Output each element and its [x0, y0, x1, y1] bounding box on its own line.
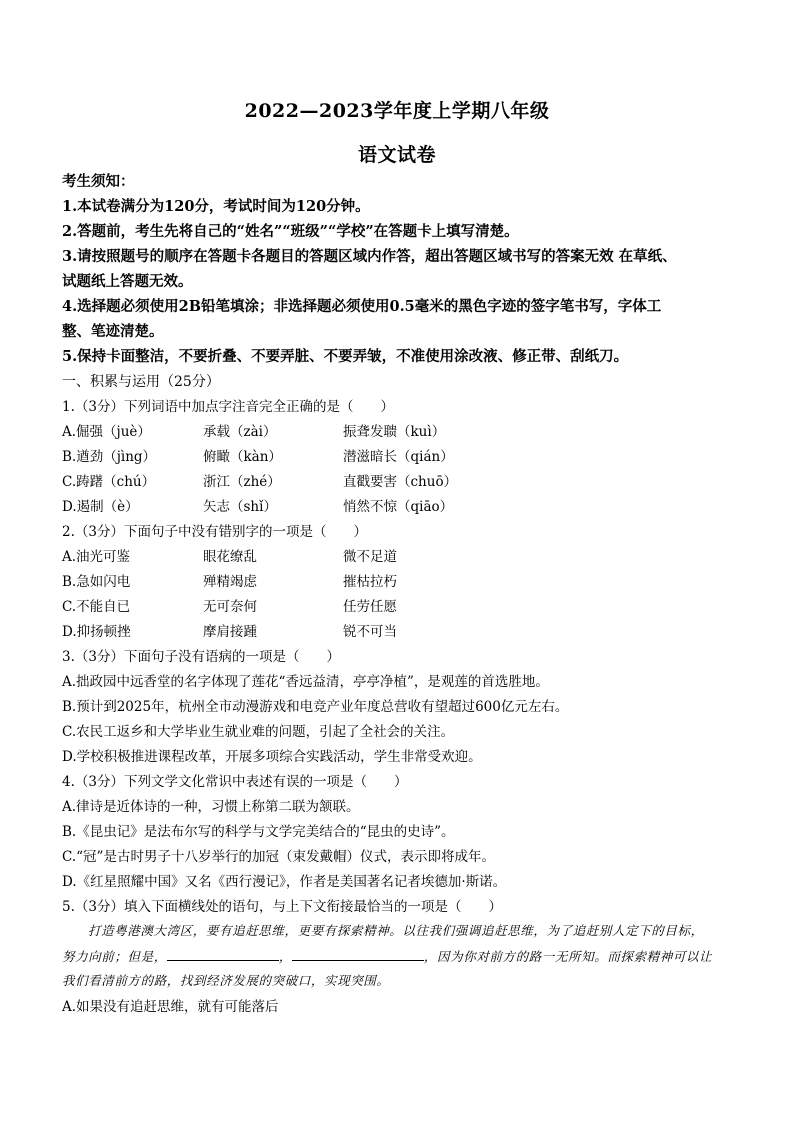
exam-title: 2022—2023学年度上学期八年级	[244, 100, 550, 122]
fill-blank-2	[292, 946, 424, 961]
question-2-stem: 2.（3分）下面句子中没有错别字的一项是（ ）	[62, 524, 367, 540]
q3-option: A.拙政园中远香堂的名字体现了莲花“香远益清，亭亭净植”，是观莲的首选胜地。	[62, 674, 549, 690]
q1-option-cell: 直戳要害（chuō）	[343, 474, 458, 490]
q1-option-cell: 浙江（zhé）	[203, 474, 281, 490]
q1-option-cell: 承载（zài）	[203, 424, 277, 440]
notice-heading: 考生须知：	[62, 173, 135, 190]
notice-item: 试题纸上答题无效。	[62, 273, 193, 290]
q2-option-cell: 锐不可当	[343, 624, 397, 640]
notice-item: 5.保持卡面整洁，不要折叠、不要弄脏、不要弄皱，不准使用涂改液、修正带、刮纸刀。	[62, 348, 629, 365]
question-3-stem: 3.（3分）下面句子没有语病的一项是（ ）	[62, 649, 340, 665]
question-4-stem: 4.（3分）下列文学文化常识中表述有误的一项是（ ）	[62, 774, 408, 790]
passage-line: 打造粤港澳大湾区，要有追赶思维，更要有探索精神。以往我们强调追赶思维，为了追赶别人定下的目标，	[88, 923, 704, 938]
passage-text: ，	[278, 949, 292, 964]
q1-option-cell: A.倔强（juè）	[62, 424, 151, 440]
q2-option-cell: 微不足道	[343, 549, 397, 565]
fill-blank-1	[167, 946, 279, 961]
notice-item: 4.选择题必须使用2B铅笔填涂；非选择题必须使用0.5毫米的黑色字迹的签字笔书写，字体工	[62, 298, 662, 315]
passage-text: 努力向前；但是，	[62, 949, 167, 964]
notice-item: 2.答题前，考生先将自己的“姓名”“班级”“学校”在答题卡上填写清楚。	[62, 223, 519, 240]
q2-option-cell: C.不能自已	[62, 599, 131, 615]
q5-option: A.如果没有追赶思维，就有可能落后	[62, 999, 279, 1015]
q1-option-cell: 俯瞰（kàn）	[203, 449, 282, 465]
q1-option-cell: 矢志（shǐ）	[203, 499, 277, 515]
q2-option-cell: 摩肩接踵	[203, 624, 257, 640]
q1-option-cell: 潜滋暗长（qián）	[343, 449, 454, 465]
question-5-stem: 5.（3分）填入下面横线处的语句，与上下文衔接最恰当的一项是（ ）	[62, 899, 502, 915]
question-1-stem: 1.（3分）下列词语中加点字注音完全正确的是（ ）	[62, 399, 394, 415]
q4-option: A.律诗是近体诗的一种，习惯上称第二联为颔联。	[62, 799, 360, 815]
notice-item: 1.本试卷满分为120分，考试时间为120分钟。	[62, 198, 370, 215]
notice-item: 整、笔迹清楚。	[62, 323, 164, 340]
q3-option: C.农民工返乡和大学毕业生就业难的问题，引起了全社会的关注。	[62, 724, 455, 740]
section-heading: 一、积累与运用（25分）	[62, 374, 220, 390]
exam-subject-title: 语文试卷	[357, 144, 436, 166]
q2-option-cell: 摧枯拉朽	[343, 574, 397, 590]
q1-option-cell: 振聋发聩（kuì）	[343, 424, 446, 440]
q1-option-cell: D.遏制（è）	[62, 499, 139, 515]
q4-option: D.《红星照耀中国》又名《西行漫记》，作者是美国著名记者埃德加·斯诺。	[62, 874, 507, 890]
q3-option: D.学校积极推进课程改革，开展多项综合实践活动，学生非常受欢迎。	[62, 749, 482, 765]
q4-option: B.《昆虫记》是法布尔写的科学与文学完美结合的“昆虫的史诗”。	[62, 824, 455, 840]
q2-option-cell: 任劳任愿	[343, 599, 397, 615]
q2-option-cell: 眼花缭乱	[203, 549, 257, 565]
q2-option-cell: 无可奈何	[203, 599, 257, 615]
q4-option: C.“冠”是古时男子十八岁举行的加冠（束发戴帽）仪式，表示即将成年。	[62, 849, 495, 865]
q3-option: B.预计到2025年，杭州全市动漫游戏和电竞产业年度总营收有望超过600亿元左右。	[62, 699, 569, 715]
passage-text: ，因为你对前方的路一无所知。而探索精神可以让	[423, 949, 713, 964]
q1-option-cell: C.踌躇（chú）	[62, 474, 156, 490]
q2-option-cell: D.抑扬顿挫	[62, 624, 131, 640]
q1-option-cell: 悄然不惊（qiāo）	[343, 499, 454, 515]
q2-option-cell: 殚精竭虑	[203, 574, 257, 590]
q2-option-cell: A.油光可鉴	[62, 549, 131, 565]
q1-option-cell: B.遒劲（jìng）	[62, 449, 157, 465]
notice-item: 3.请按照题号的顺序在答题卡各题目的答题区域内作答，超出答题区域书写的答案无效 在草纸、	[62, 248, 677, 265]
passage-line	[62, 946, 742, 967]
q2-option-cell: B.急如闪电	[62, 574, 131, 590]
passage-line: 我们看清前方的路，找到经济发展的突破口，实现突围。	[62, 973, 390, 988]
